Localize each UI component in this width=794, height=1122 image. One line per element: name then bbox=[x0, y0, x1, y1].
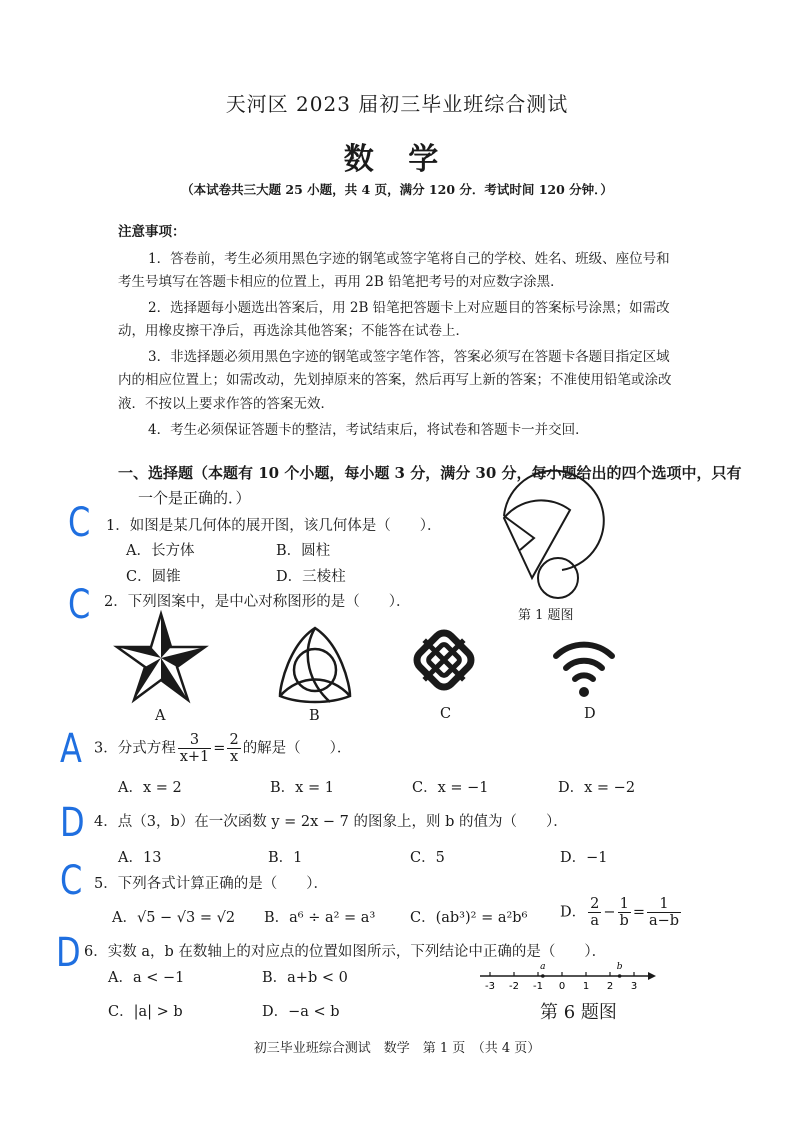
axis-tick-label: 0 bbox=[558, 981, 566, 992]
q6-option-b: B．a+b < 0 bbox=[262, 970, 348, 986]
page-footer: 初三毕业班综合测试 数学 第 1 页 （共 4 页） bbox=[253, 1041, 541, 1056]
exam-subtitle: （本试卷共三大题 25 小题，共 4 页，满分 120 分．考试时间 120 分钟．） bbox=[181, 182, 613, 197]
q5-d-den-3: a−b bbox=[648, 913, 680, 929]
q6-option-a: A．a < −1 bbox=[108, 970, 185, 986]
q6-option-c: C．|a| > b bbox=[108, 1004, 183, 1020]
notice-line: 2．选择题每小题选出答案后，用 2B 铅笔把答题卡上对应题目的答案标号涂黑；如需改 bbox=[148, 300, 670, 316]
q4-option-b: B．1 bbox=[268, 850, 303, 866]
q3-fraction-right bbox=[227, 732, 240, 765]
q3-option-c: C．x = −1 bbox=[412, 780, 489, 796]
exam-title: 天河区 2023 届初三毕业班综合测试 bbox=[225, 92, 569, 116]
q1-option-d: D．三棱柱 bbox=[276, 569, 346, 585]
subject-title: 数 学 bbox=[343, 142, 451, 177]
handwritten-answer-q3: A bbox=[60, 726, 82, 772]
star-pattern-a bbox=[116, 612, 206, 702]
handwritten-answer-q6: D bbox=[56, 930, 81, 976]
notice-line: 动，用橡皮擦干净后，再选涂其他答案；不能答在试卷上． bbox=[118, 323, 469, 339]
q5-d-den-1: a bbox=[590, 913, 600, 929]
q3-numerator-1: 3 bbox=[178, 732, 212, 749]
section-heading-cont: 一个是正确的．） bbox=[138, 489, 251, 507]
q5-d-fraction-3 bbox=[647, 896, 681, 929]
number-line-point-label: b bbox=[616, 962, 623, 972]
notice-line: 4．考生必须保证答题卡的整洁，考试结束后，将试卷和答题卡一并交回． bbox=[148, 422, 589, 438]
number-line-point-label: a bbox=[540, 962, 546, 972]
q5-d-fraction-1 bbox=[588, 896, 601, 929]
q2-label-d: D bbox=[584, 706, 596, 722]
q3-numerator-2: 2 bbox=[229, 732, 239, 748]
q5-d-label: D． bbox=[560, 904, 587, 921]
q1-option-b: B．圆柱 bbox=[276, 543, 331, 559]
axis-tick-label: 3 bbox=[630, 981, 638, 992]
axis-tick-label: 1 bbox=[582, 981, 590, 992]
notice-line: 内的相应位置上；如需改动，先划掉原来的答案，然后再写上新的答案；不准使用铅笔或涂改 bbox=[118, 372, 672, 388]
q1-figure-caption: 第 1 题图 bbox=[518, 608, 574, 623]
q2-label-a: A bbox=[155, 708, 166, 724]
q3-denominator-2: x bbox=[229, 749, 239, 765]
axis-tick-label: -3 bbox=[485, 981, 495, 992]
question-5-stem: 5．下列各式计算正确的是（ ）． bbox=[94, 876, 328, 892]
q4-option-a: A．13 bbox=[118, 850, 162, 866]
notice-line: 3．非选择题必须用黑色字迹的钢笔或签字笔作答，答案必须写在答题卡各题目指定区域 bbox=[148, 349, 670, 365]
triquetra-pattern-b bbox=[270, 624, 360, 706]
axis-arrow bbox=[648, 972, 656, 980]
q3-option-a: A．x = 2 bbox=[118, 780, 182, 796]
handwritten-answer-q5: C bbox=[60, 858, 83, 904]
q5-option-a: A．√5 − √3 = √2 bbox=[112, 910, 236, 926]
q3-stem-suffix: 的解是（ ）． bbox=[242, 740, 352, 757]
q2-label-c: C bbox=[440, 706, 452, 722]
q3-stem-prefix: 3．分式方程 bbox=[94, 740, 176, 757]
axis-tick-label: 2 bbox=[606, 981, 614, 992]
q4-option-d: D．−1 bbox=[560, 850, 608, 866]
sector-shape bbox=[504, 500, 570, 578]
q5-d-den-2: b bbox=[619, 913, 629, 929]
q3-option-d: D．x = −2 bbox=[558, 780, 636, 796]
q5-d-num-1: 2 bbox=[590, 896, 600, 912]
q5-d-fraction-2 bbox=[618, 896, 631, 929]
wifi-pattern-d bbox=[552, 630, 616, 700]
handwritten-answer-q1: C bbox=[68, 500, 91, 546]
handwritten-answer-q4: D bbox=[60, 800, 85, 846]
notice-line: 液．不按以上要求作答的答案无效． bbox=[118, 396, 334, 412]
notice-heading: 注意事项： bbox=[118, 224, 186, 240]
q6-figure-caption: 第 6 题图 bbox=[540, 1002, 617, 1023]
q4-option-c: C．5 bbox=[410, 850, 445, 866]
q5-d-num-3: 1 bbox=[647, 896, 681, 913]
q3-option-b: B．x = 1 bbox=[270, 780, 334, 796]
q5-option-b: B．a⁶ ÷ a² = a³ bbox=[264, 910, 376, 926]
handwritten-answer-q2: C bbox=[68, 582, 91, 628]
q1-option-a: A．长方体 bbox=[126, 543, 195, 559]
question-4-stem: 4．点（3，b）在一次函数 y = 2x − 7 的图象上，则 b 的值为（ ）． bbox=[94, 814, 568, 830]
question-6-stem: 6．实数 a，b 在数轴上的对应点的位置如图所示，下列结论中正确的是（ ）． bbox=[84, 944, 607, 960]
q5-d-equals: = bbox=[632, 904, 645, 921]
number-line-point bbox=[618, 974, 622, 978]
section-heading: 一、选择题（本题有 10 个小题，每小题 3 分，满分 30 分，每小题给出的四个选项中，只有 bbox=[118, 464, 742, 482]
axis-tick-label: -1 bbox=[533, 981, 543, 992]
notice-line: 考生号填写在答题卡相应的位置上，再用 2B 铅笔把考号的对应数字涂黑． bbox=[118, 274, 564, 290]
notice-line: 1．答卷前，考生必须用黑色字迹的钢笔或签字笔将自己的学校、姓名、班级、座位号和 bbox=[148, 251, 670, 267]
q5-option-d bbox=[560, 896, 683, 929]
base-circle bbox=[538, 558, 578, 598]
q3-denominator-1: x+1 bbox=[179, 749, 210, 765]
q5-option-c: C．(ab³)² = a²b⁶ bbox=[410, 910, 528, 926]
axis-tick-label: -2 bbox=[509, 981, 519, 992]
number-line-point bbox=[541, 974, 545, 978]
q1-cone-net-figure bbox=[490, 488, 600, 598]
question-2-stem: 2．下列图案中，是中心对称图形的是（ ）． bbox=[104, 594, 411, 610]
q6-number-line bbox=[478, 960, 658, 994]
q3-equals: = bbox=[213, 740, 226, 757]
q3-fraction-left bbox=[178, 732, 212, 765]
knot-pattern-c bbox=[408, 624, 480, 696]
q6-option-d: D．−a < b bbox=[262, 1004, 340, 1020]
q2-label-b: B bbox=[309, 708, 320, 724]
q1-option-c: C．圆锥 bbox=[126, 569, 181, 585]
q5-d-num-2: 1 bbox=[618, 896, 631, 913]
q5-d-minus: − bbox=[603, 904, 616, 921]
question-1-stem: 1．如图是某几何体的展开图，该几何体是（ ）． bbox=[106, 518, 442, 534]
question-3-stem bbox=[94, 732, 351, 765]
